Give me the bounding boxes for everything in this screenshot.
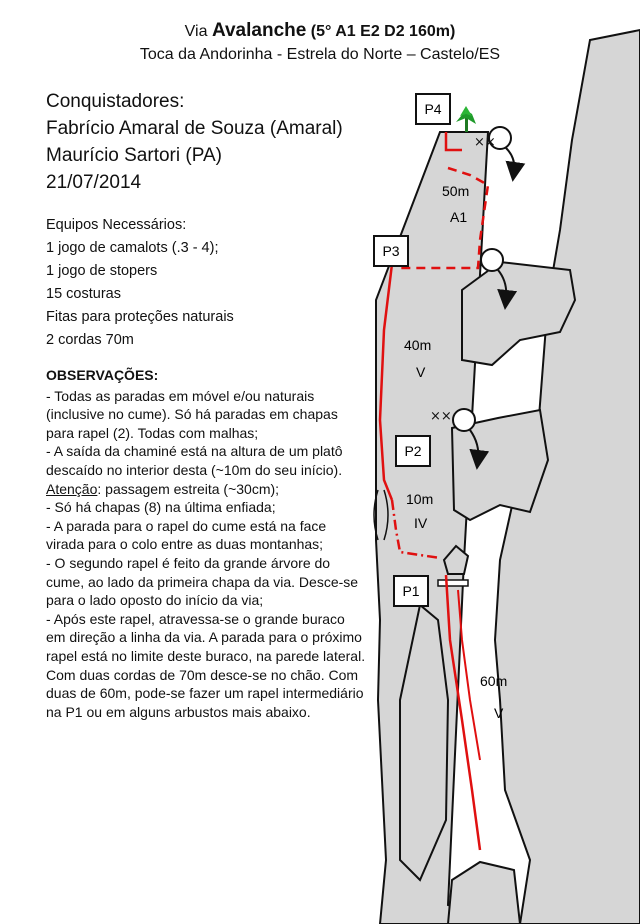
observation-text: - A saída da chaminé está na altura de um platô descaído no interior desta (~10m do seu início). bbox=[46, 443, 343, 478]
equipment-heading: Equipos Necessários: bbox=[46, 217, 187, 233]
equipment-item: 1 jogo de stopers bbox=[46, 263, 158, 279]
belay-p1 bbox=[394, 576, 428, 606]
route-grade: (5° A1 E2 D2 160m) bbox=[310, 23, 456, 40]
location-subtitle: Toca da Andorinha - Estrela do Norte – Castelo/ES bbox=[139, 46, 501, 63]
bolt-marks-top: ×× bbox=[474, 135, 496, 150]
belay-label: P4 bbox=[424, 101, 442, 117]
attention-word: Atenção bbox=[46, 480, 98, 497]
climber-2: Maurício Sartori (PA) bbox=[46, 145, 222, 166]
belay-p2 bbox=[396, 436, 430, 466]
pitch-3-length: 40m bbox=[404, 337, 432, 353]
title-prefix: Via bbox=[184, 23, 208, 40]
rappel-arrow-top bbox=[506, 148, 514, 172]
climber-1: Fabrício Amaral de Souza (Amaral) bbox=[46, 118, 343, 139]
pitch-2-grade: IV bbox=[414, 515, 428, 531]
rappel-anchor-low bbox=[453, 409, 475, 431]
belay-label: P3 bbox=[382, 243, 400, 259]
base-boulder bbox=[448, 862, 520, 924]
credits-heading: Conquistadores: bbox=[46, 91, 185, 112]
summit-tree-icon bbox=[456, 106, 476, 132]
pitch-3-grade: V bbox=[416, 364, 426, 380]
pitch-2-length: 10m bbox=[406, 491, 434, 507]
equipment-item: 2 cordas 70m bbox=[46, 332, 134, 348]
equipment-item: Fitas para proteções naturais bbox=[46, 309, 234, 325]
p1-ledge bbox=[438, 580, 468, 586]
observation-item: - Após este rapel, atravessa-se o grande buraco em direção a linha da via. A parada para o próximo rapel está no limite deste buraco, na parede lateral. Com duas cordas de 70m desce-se no chão. Com duas de 60m, pode-se fazer um rapel intermediário na P1 ou em alguns arbustos mais abaixo. bbox=[46, 610, 366, 720]
pitch-4-grade: A1 bbox=[450, 209, 468, 225]
belay-p4 bbox=[416, 94, 450, 124]
belay-p3 bbox=[374, 236, 408, 266]
observation-item: - Todas as paradas em móvel e/ou naturais (inclusive no cume). Só há paradas em chapas para rapel (2). Todas com malhas; bbox=[46, 387, 338, 441]
equipment-item: 1 jogo de camalots (.3 - 4); bbox=[46, 240, 219, 256]
observation-text: : passagem estreita (~30cm); bbox=[97, 480, 280, 497]
pitch-1-grade: V bbox=[494, 705, 504, 721]
pitch-1-length: 60m bbox=[480, 673, 508, 689]
belay-label: P1 bbox=[402, 583, 420, 599]
rappel-anchor-mid bbox=[481, 249, 503, 271]
route-name: Avalanche bbox=[211, 20, 307, 41]
pitch-4-length: 50m bbox=[442, 183, 470, 199]
observation-item: - A parada para o rapel do cume está na face virada para o colo entre as duas montanhas; bbox=[46, 517, 327, 553]
observations-heading: OBSERVAÇÕES: bbox=[46, 367, 159, 383]
equipment-item: 15 costuras bbox=[46, 286, 121, 302]
ascent-date: 21/07/2014 bbox=[46, 172, 142, 193]
observation-item: - Só há chapas (8) na última enfiada; bbox=[46, 499, 276, 516]
observation-item: - O segundo rapel é feito da grande árvore do cume, ao lado da primeira chapa da via. Desce-se para o lado oposto do início da via; bbox=[46, 554, 359, 609]
belay-label: P2 bbox=[404, 443, 422, 459]
bolt-marks-low: ×× bbox=[430, 409, 452, 424]
